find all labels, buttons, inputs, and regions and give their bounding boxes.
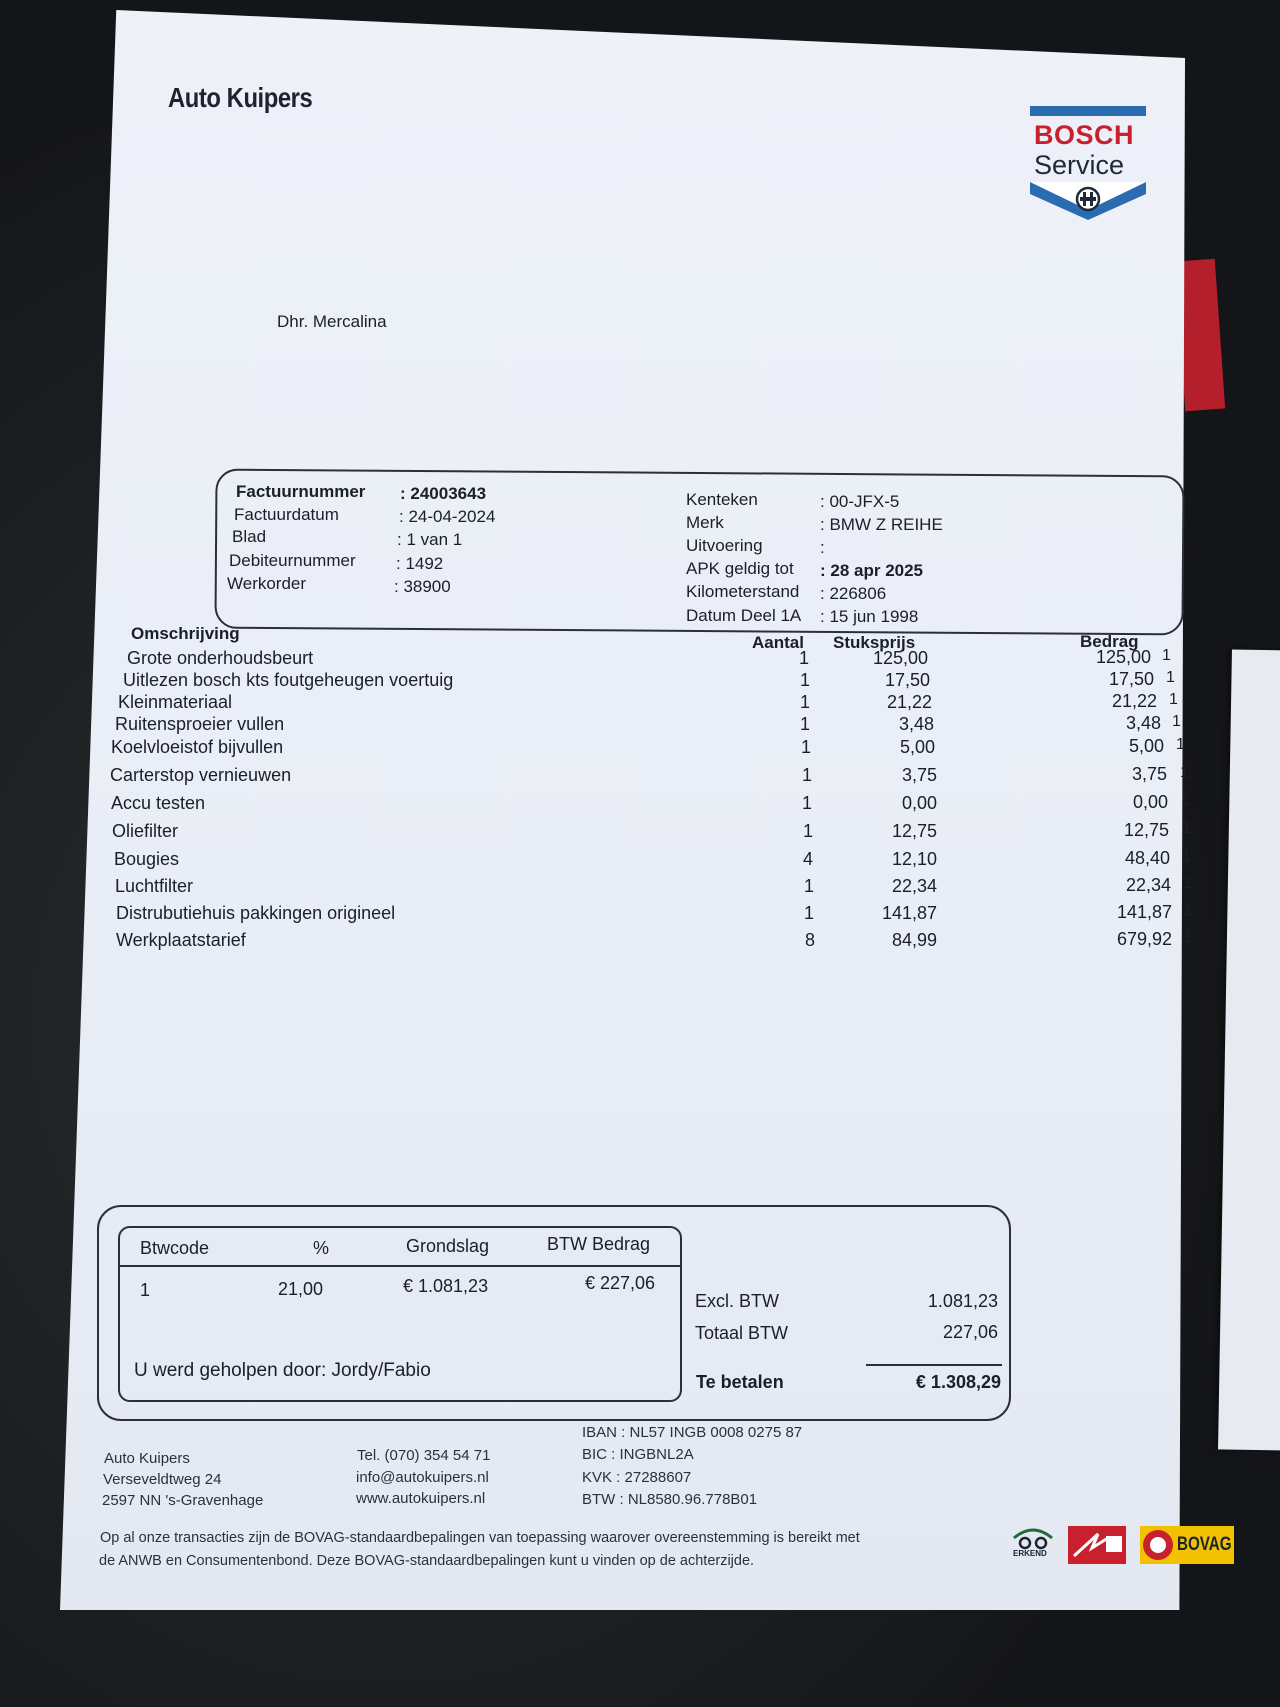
value-apk: : 28 apr 2025: [820, 561, 924, 580]
bosch-service-text: Service: [1034, 150, 1125, 180]
footer-iban: IBAN : NL57 INGB 0008 0275 87: [582, 1424, 803, 1441]
totaal-btw-label: Totaal BTW: [695, 1323, 789, 1343]
line-item-unit-price: 3,48: [898, 714, 934, 734]
line-item-btw-code: 1: [1182, 848, 1191, 865]
btw-header-code: Btwcode: [140, 1238, 210, 1258]
line-item-quantity: 1: [802, 765, 813, 785]
te-betalen-label: Te betalen: [696, 1372, 784, 1392]
label-factuurdatum: Factuurdatum: [234, 505, 339, 524]
te-betalen-value: € 1.308,29: [915, 1372, 1001, 1392]
disclaimer-line: Op al onze transacties zijn de BOVAG-standaardbepalingen van toepassing waarover overeenstemming is bereikt met: [100, 1530, 860, 1546]
footer-bic: BIC : INGBNL2A: [582, 1446, 694, 1463]
line-item-description: Grote onderhoudsbeurt: [127, 648, 314, 668]
line-item-btw-code: 1: [1182, 820, 1191, 837]
btw-divider: [118, 1265, 680, 1267]
line-item-amount: 0,00: [1132, 792, 1168, 812]
label-apk: APK geldig tot: [686, 559, 794, 578]
disclaimer-line: de ANWB en Consumentenbond. Deze BOVAG-standaardbepalingen kunt u vinden op de achterzijde.: [99, 1553, 755, 1569]
line-item-btw-code: 1: [1184, 929, 1193, 946]
value-merk: : BMW Z REIHE: [820, 515, 943, 534]
line-item-description: Oliefilter: [112, 821, 179, 841]
totaal-btw-value: 227,06: [942, 1322, 998, 1342]
line-item-amount: 22,34: [1125, 875, 1171, 895]
line-item-amount: 3,48: [1125, 713, 1161, 733]
line-item-btw-code: 1: [1166, 669, 1175, 686]
line-item-amount: 3,75: [1131, 764, 1167, 784]
value-factuurdatum: : 24-04-2024: [399, 507, 496, 526]
line-item-quantity: 1: [803, 821, 814, 841]
footer-address-line: 2597 NN 's-Gravenhage: [102, 1492, 264, 1509]
line-item-description: Ruitensproeier vullen: [115, 714, 285, 734]
line-item-quantity: 1: [804, 876, 815, 896]
footer-phone: Tel. (070) 354 54 71: [357, 1447, 491, 1464]
line-item-btw-code: 1: [1172, 713, 1181, 730]
excl-btw-label: Excl. BTW: [695, 1291, 779, 1311]
value-datum-deel: : 15 jun 1998: [820, 607, 919, 626]
line-item-unit-price: 141,87: [881, 903, 937, 923]
value-debiteurnummer: : 1492: [396, 554, 444, 573]
line-item-unit-price: 22,34: [891, 876, 937, 896]
line-item-quantity: 4: [803, 849, 814, 869]
bovag-logo: [1140, 1526, 1234, 1564]
line-item-unit-price: 3,75: [901, 765, 937, 785]
line-item-btw-code: 1: [1181, 792, 1190, 809]
line-item-amount: 21,22: [1111, 691, 1157, 711]
line-item-quantity: 1: [801, 737, 812, 757]
line-item-btw-code: 1: [1162, 647, 1171, 664]
bosch-logo-text: BOSCH: [1034, 120, 1135, 150]
line-item-quantity: 8: [805, 930, 816, 950]
line-item-amount: 125,00: [1095, 647, 1151, 667]
bovag-label: BOVAG: [1177, 1534, 1232, 1555]
bovag-emblem-icon: [1142, 1529, 1174, 1561]
label-factuurnummer: Factuurnummer: [236, 482, 366, 501]
helped-by: U werd geholpen door: Jordy/Fabio: [134, 1360, 431, 1381]
header-omschrijving: Omschrijving: [131, 624, 240, 643]
footer-kvk: KVK : 27288607: [582, 1469, 692, 1486]
line-item-quantity: 1: [800, 714, 811, 734]
line-item-description: Werkplaatstarief: [116, 930, 246, 950]
value-blad: : 1 van 1: [397, 530, 463, 549]
line-item-btw-code: 1: [1183, 875, 1192, 892]
line-item-description: Bougies: [114, 849, 180, 869]
value-kilometerstand: : 226806: [820, 584, 887, 603]
btw-row-pct: 21,00: [278, 1279, 324, 1299]
footer-address-line: Auto Kuipers: [104, 1450, 190, 1467]
line-item-description: Accu testen: [111, 793, 206, 813]
line-item-description: Carterstop vernieuwen: [110, 765, 292, 785]
line-item-unit-price: 5,00: [899, 737, 935, 757]
label-blad: Blad: [232, 527, 267, 546]
line-item-description: Uitlezen bosch kts foutgeheugen voertuig: [123, 670, 454, 690]
label-kenteken: Kenteken: [686, 490, 758, 509]
footer-address-line: Verseveldtweg 24: [103, 1471, 222, 1488]
label-kilometerstand: Kilometerstand: [686, 582, 800, 601]
btw-header-pct: %: [313, 1238, 330, 1258]
line-item-amount: 679,92: [1116, 929, 1172, 949]
line-item-description: Koelvloeistof bijvullen: [111, 737, 284, 757]
excl-btw-value: 1.081,23: [927, 1291, 998, 1311]
line-item-quantity: 1: [799, 648, 810, 668]
customer-name: Dhr. Mercalina: [277, 312, 387, 331]
label-merk: Merk: [686, 513, 724, 532]
line-item-amount: 12,75: [1123, 820, 1169, 840]
label-datum-deel: Datum Deel 1A: [686, 606, 802, 625]
btw-header-grondslag: Grondslag: [406, 1236, 490, 1256]
line-item-description: Kleinmateriaal: [118, 692, 233, 712]
btw-row-bedrag: € 227,06: [585, 1273, 656, 1293]
line-item-amount: 5,00: [1128, 736, 1164, 756]
line-item-amount: 48,40: [1124, 848, 1170, 868]
line-item-amount: 17,50: [1108, 669, 1154, 689]
line-item-unit-price: 12,10: [891, 849, 937, 869]
label-werkorder: Werkorder: [227, 574, 307, 593]
line-item-unit-price: 84,99: [891, 930, 937, 950]
line-item-unit-price: 12,75: [891, 821, 937, 841]
footer-email: info@autokuipers.nl: [356, 1469, 489, 1486]
line-item-btw-code: 1: [1180, 764, 1189, 781]
header-aantal: Aantal: [752, 633, 804, 652]
line-item-btw-code: 1: [1176, 736, 1185, 753]
line-item-quantity: 1: [800, 670, 811, 690]
line-item-quantity: 1: [800, 692, 811, 712]
btw-row-code: 1: [140, 1280, 151, 1300]
line-item-amount: 141,87: [1116, 902, 1172, 922]
totals-divider: [866, 1364, 1002, 1366]
line-item-unit-price: 125,00: [872, 648, 928, 668]
line-item-unit-price: 17,50: [884, 670, 930, 690]
bosch-emblem-icon: [1030, 182, 1146, 220]
bosch-service-logo: [1030, 106, 1146, 220]
header-stuksprijs: Stuksprijs: [833, 633, 916, 652]
value-kenteken: : 00-JFX-5: [820, 492, 900, 511]
line-item-description: Distrubutiehuis pakkingen origineel: [116, 903, 396, 923]
footer-btw: BTW : NL8580.96.778B01: [582, 1491, 758, 1508]
line-item-btw-code: 1: [1169, 691, 1178, 708]
line-item-unit-price: 0,00: [901, 793, 937, 813]
erkend-logo-icon: [1010, 1524, 1056, 1564]
line-item-unit-price: 21,22: [886, 692, 932, 712]
line-item-btw-code: 1: [1184, 902, 1193, 919]
value-factuurnummer: : 24003643: [400, 484, 487, 503]
label-uitvoering: Uitvoering: [686, 536, 763, 555]
btw-row-grondslag: € 1.081,23: [403, 1276, 489, 1296]
label-debiteurnummer: Debiteurnummer: [229, 551, 356, 570]
header-bedrag: Bedrag: [1080, 632, 1139, 651]
value-werkorder: : 38900: [394, 577, 451, 596]
line-item-quantity: 1: [802, 793, 813, 813]
line-item-description: Luchtfilter: [115, 876, 194, 896]
line-item-quantity: 1: [804, 903, 815, 923]
erkend-label: ERKEND: [1013, 1549, 1047, 1558]
btw-header-bedrag: BTW Bedrag: [547, 1234, 651, 1254]
company-name: Auto Kuipers: [168, 82, 313, 113]
value-uitvoering: :: [820, 538, 825, 557]
bdv-logo-icon: [1068, 1526, 1126, 1564]
footer-website: www.autokuipers.nl: [356, 1490, 486, 1507]
